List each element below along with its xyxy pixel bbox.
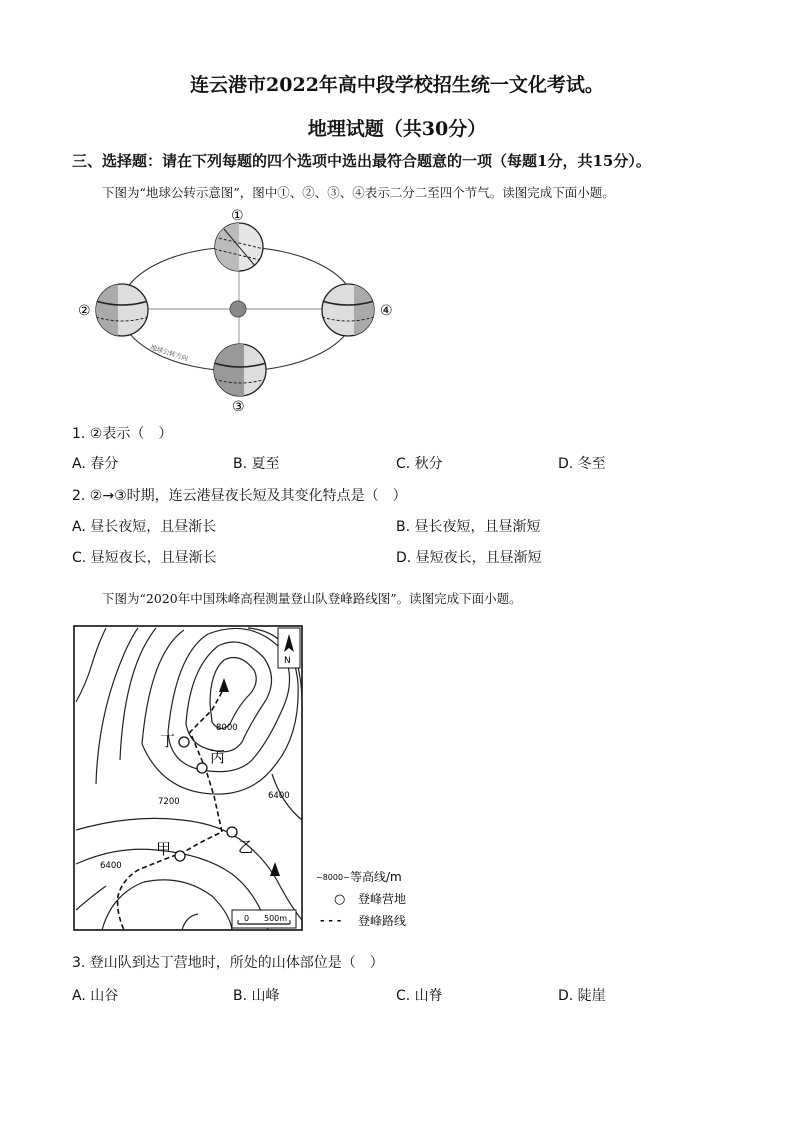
label-2: ② (78, 303, 91, 319)
contour-8000: 8000 (216, 723, 238, 733)
scale-label: 500m (264, 914, 288, 923)
earth-top (214, 223, 264, 273)
contour-6400-right: 6400 (268, 791, 290, 801)
q1-option-c[interactable]: C. 秋分 (396, 456, 443, 472)
q2-option-b[interactable]: B. 昼长夜短，且昼渐短 (396, 519, 541, 535)
exam-subtitle: 地理试题（共30分） (307, 118, 487, 140)
legend-contour-symbol: −8000− (316, 873, 350, 882)
camp-yi (227, 827, 237, 837)
camp-jia (175, 851, 185, 861)
contour-6400-left: 6400 (100, 861, 122, 871)
q3-option-d[interactable]: D. 陡崖 (558, 988, 606, 1004)
sun-icon (230, 301, 246, 317)
camp-ding (179, 737, 189, 747)
earth-right (322, 284, 376, 336)
camp-yi-label: 乙 (238, 838, 254, 856)
section-heading: 三、选择题：请在下列每题的四个选项中选出最符合题意的一项（每题1分，共15分）。 (72, 152, 651, 170)
orbit-direction-label: 地球公转方向 (149, 343, 189, 363)
contour-map (72, 624, 432, 934)
label-3: ③ (232, 399, 245, 415)
q3-option-b[interactable]: B. 山峰 (233, 988, 280, 1004)
q3-option-c[interactable]: C. 山脊 (396, 988, 443, 1004)
q3-stem: 3. 登山队到达丁营地时，所处的山体部位是（ ） (72, 955, 384, 971)
q1-stem: 1. ②表示（ ） (72, 426, 173, 442)
q1-option-a[interactable]: A. 春分 (72, 456, 119, 472)
scale-zero: 0 (244, 914, 250, 923)
legend-camp-symbol: ○ (334, 892, 346, 907)
q2-option-c[interactable]: C. 昼短夜长，且昼渐长 (72, 550, 217, 566)
exam-title: 连云港市2022年高中段学校招生统一文化考试。 (190, 74, 604, 96)
camp-jia-label: 甲 (156, 840, 172, 858)
orbit-diagram (74, 205, 404, 415)
q2-stem: 2. ②→③时期，连云港昼夜长短及其变化特点是（ ） (72, 488, 407, 504)
q2-option-a[interactable]: A. 昼长夜短，且昼渐长 (72, 519, 217, 535)
legend-route-text: 登峰路线 (358, 914, 407, 928)
legend-route-symbol: - - - (320, 914, 342, 927)
north-label: N (284, 656, 291, 666)
label-4: ④ (380, 303, 393, 319)
legend-contour-text: 等高线/m (350, 870, 402, 884)
q3-option-a[interactable]: A. 山谷 (72, 988, 119, 1004)
camp-ding-label: 丁 (160, 732, 176, 750)
q2-option-d[interactable]: D. 昼短夜长，且昼渐短 (396, 550, 542, 566)
contour-7200: 7200 (158, 797, 180, 807)
q1-option-d[interactable]: D. 冬至 (558, 456, 606, 472)
intro-orbit: 下图为“地球公转示意图”，图中①、②、③、④表示二分二至四个节气。读图完成下面小题。 (102, 185, 615, 200)
label-1: ① (231, 208, 244, 224)
earth-left (96, 284, 148, 336)
earth-bottom (214, 344, 266, 396)
q1-option-b[interactable]: B. 夏至 (233, 456, 280, 472)
legend-camp-text: 登峰营地 (358, 892, 407, 906)
intro-contour: 下图为“2020年中国珠峰高程测量登山队登峰路线图”。读图完成下面小题。 (102, 591, 522, 606)
camp-bing (197, 763, 207, 773)
camp-bing-label: 丙 (210, 748, 226, 766)
